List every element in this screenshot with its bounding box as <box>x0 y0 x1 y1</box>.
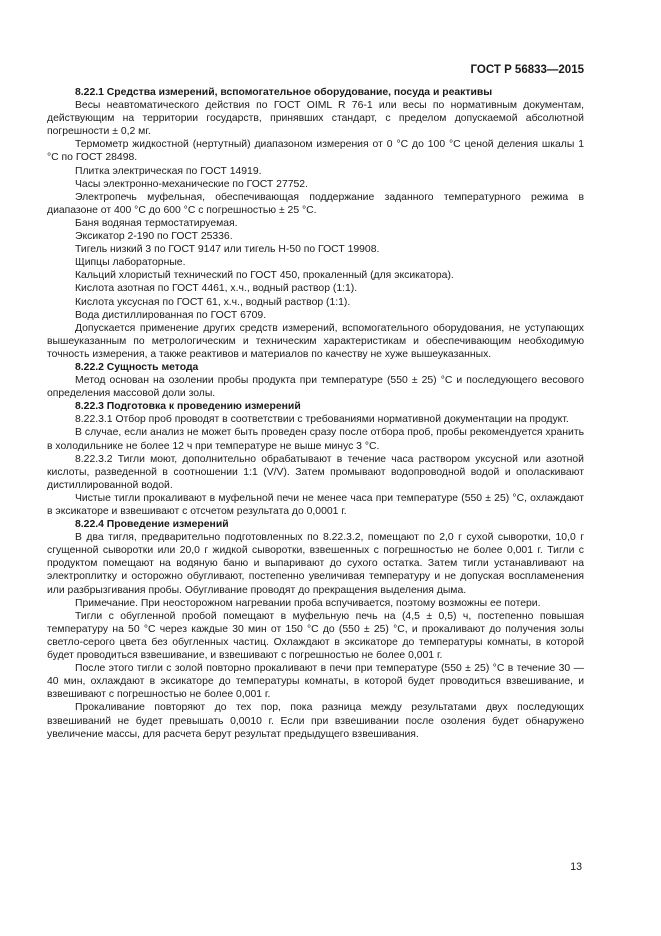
paragraph: Баня водяная термостатируемая. <box>75 217 238 229</box>
paragraph: Допускается применение других средств измерений, вспомогательного оборудования, не уступающих вышеуказанным по метрологическим и техническим характеристикам и обеспечивающим необходимую точность измерения, а также реактивов и материалов по качеству не хуже вышеуказанных. <box>47 322 584 360</box>
page-number: 13 <box>570 861 582 873</box>
paragraph: Метод основан на озолении пробы продукта при температуре (550 ± 25) °С и последующего весового определения массовой доли золы. <box>47 375 584 400</box>
paragraph: Щипцы лабораторные. <box>75 257 186 269</box>
paragraph: Термометр жидкостной (нертутный) диапазоном измерения от 0 °С до 100 °С ценой деления шкалы 1 °С по ГОСТ 28498. <box>47 139 584 164</box>
paragraph: Эксикатор 2-190 по ГОСТ 25336. <box>75 231 233 243</box>
paragraph: В случае, если анализ не может быть проведен сразу после отбора проб, пробы рекомендуется хранить в холодильнике не более 12 ч при температуре не выше минус 3 °С. <box>47 427 584 452</box>
paragraph: Кислота уксусная по ГОСТ 61, х.ч., водный раствор (1:1). <box>75 296 351 308</box>
paragraph: Вода дистиллированная по ГОСТ 6709. <box>75 309 267 321</box>
section-heading-8-22-1: 8.22.1 Средства измерений, вспомогательное оборудование, посуда и реактивы <box>75 87 493 98</box>
paragraph: Кислота азотная по ГОСТ 4461, х.ч., водный раствор (1:1). <box>75 283 358 295</box>
paragraph: Тигли с обугленной пробой помещают в муфельную печь на (4,5 ± 0,5) ч, постепенно повышая температуру на 50 °С через каждые 30 мин от 150 °С до (550 ± 25) °С, и прокаливают до получения золы светло-серого цвета без обугленных частиц. Охлаждают в эксикаторе до температуры комнаты, в которой будет проводиться взвешивание, и взвешивают с погрешностью не более 0,001 г. <box>47 610 584 662</box>
paragraph: Прокаливание повторяют до тех пор, пока разница между результатами двух последующих взвешиваний не будет превышать 0,0010 г. Если при взвешивании после озоления будет обнаружено увеличение массы, для расчета берут результат предыдущего взвешивания. <box>47 702 584 740</box>
paragraph: 8.22.3.2 Тигли моют, дополнительно обрабатывают в течение часа раствором уксусной или азотной кислоты, разведенной в соотношении 1:1 (V/V). Затем промывают водопроводной водой и ополаскивают дистиллированной водой. <box>47 453 584 491</box>
note-paragraph: Примечание. При неосторожном нагревании проба вспучивается, поэтому возможны ее потери. <box>75 597 541 609</box>
paragraph: Кальций хлористый технический по ГОСТ 450, прокаленный (для эксикатора). <box>75 270 454 282</box>
paragraph: Тигель низкий 3 по ГОСТ 9147 или тигель Н-50 по ГОСТ 19908. <box>75 244 380 256</box>
paragraph: Электропечь муфельная, обеспечивающая поддержание заданного температурного режима в диапазоне от 400 °С до 600 °С с погрешностью ± 25 °С. <box>47 191 584 216</box>
paragraph: Часы электронно-механические по ГОСТ 27752. <box>75 178 308 190</box>
paragraph: 8.22.3.1 Отбор проб проводят в соответствии с требованиями нормативной документации на продукт. <box>75 414 569 426</box>
section-heading-8-22-4: 8.22.4 Проведение измерений <box>75 519 229 531</box>
paragraph: После этого тигли с золой повторно прокаливают в печи при температуре (550 ± 25) °С в течение 30 — 40 мин, охлаждают в эксикаторе до температуры комнаты, в которой будет проводиться взвешивание, и взвешивают с погрешностью не более 0,001 г. <box>47 663 584 701</box>
document-body <box>47 86 584 741</box>
section-heading-8-22-2: 8.22.2 Сущность метода <box>75 361 199 373</box>
document-header: ГОСТ Р 56833—2015 <box>470 64 584 76</box>
paragraph: В два тигля, предварительно подготовленных по 8.22.3.2, помещают по 2,0 г сухой сыворотки, 10,0 г сгущенной сыворотки или 20,0 г жидкой сыворотки, взвешенных с погрешностью не более 0,001 г. Тигли с продуктом помещают на водяную баню и выпаривают до сухого остатка. Затем тигли устанавливают на электроплитку и осторожно обугливают, постепенно увеличивая температуру и не допуская воспламенения или разбрызгивания пробы. Обугливание проводят до прекращения выделения дыма. <box>47 532 584 596</box>
paragraph: Плитка электрическая по ГОСТ 14919. <box>75 165 262 177</box>
paragraph: Чистые тигли прокаливают в муфельной печи не менее часа при температуре (550 ± 25) °С, охлаждают в эксикаторе и взвешивают с отсчетом результата до 0,0001 г. <box>47 492 584 517</box>
section-heading-8-22-3: 8.22.3 Подготовка к проведению измерений <box>75 401 301 413</box>
paragraph: Весы неавтоматического действия по ГОСТ OIML R 76-1 или весы по нормативным документам, действующим на территории государств, принявших стандарт, с пределом допускаемой абсолютной погрешности ± 0,2 мг. <box>47 100 584 138</box>
